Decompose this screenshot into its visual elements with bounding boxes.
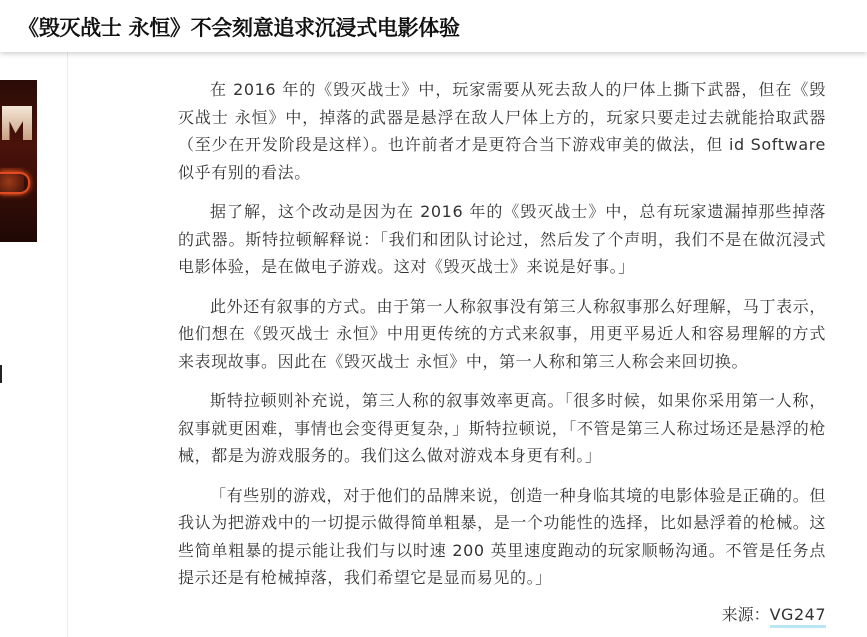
article-paragraph: 据了解，这个改动是因为在 2016 年的《毁灭战士》中，总有玩家遗漏掉那些掉落的武器。斯特拉顿解释说：「我们和团队讨论过，然后发了个声明，我们不是在做沉浸式电影体验，是在做电子游戏。这对《毁灭战士》来说是好事。」 bbox=[178, 202, 826, 276]
page-title: 《毁灭战士 永恒》不会刻意追求沉浸式电影体验 bbox=[18, 16, 460, 40]
left-sidebar bbox=[0, 52, 68, 637]
doom-logo-icon bbox=[2, 106, 32, 140]
article-header bbox=[0, 0, 867, 52]
article-paragraph: 斯特拉顿则补充说，第三人称的叙事效率更高。「很多时候，如果你采用第一人称，叙事就更困难，事情也会变得更复杂，」斯特拉顿说，「不管是第三人称过场还是悬浮的枪械，都是为游戏服务的。我们这么做对游戏本身更有利。」 bbox=[178, 391, 827, 465]
source-label: 来源： bbox=[721, 605, 770, 624]
article-source bbox=[722, 602, 826, 625]
article-body bbox=[178, 76, 826, 600]
article-paragraph: 在 2016 年的《毁灭战士》中，玩家需要从死去敌人的尸体上撕下武器，但在《毁灭战士 永恒》中，掉落的武器是悬浮在敌人尸体上方的，玩家只要走过去就能拾取武器（至少在开发阶段是这样）。也许前者才是更符合当下游戏审美的做法，但 id Software 似乎有别的看法。 bbox=[178, 80, 826, 182]
article-paragraph: 「有些别的游戏，对于他们的品牌来说，创造一种身临其境的电影体验是正确的。但我认为把游戏中的一切提示做得简单粗暴，是一个功能性的选择，比如悬浮着的枪械。这些简单粗暴的提示能让我们与以时速 200 英里速度跑动的玩家顺畅沟通。不管是任务点提示还是有枪械掉落，我们希望它是显而易见的。」 bbox=[178, 485, 826, 587]
article-paragraph: 此外还有叙事的方式。由于第一人称叙事没有第三人称叙事那么好理解，马丁表示，他们想在《毁灭战士 永恒》中用更传统的方式来叙事，用更平易近人和容易理解的方式来表现故事。因此在《毁灭战士 永恒》中，第一人称和第三人称会来回切换。 bbox=[178, 296, 826, 371]
game-cover-thumbnail[interactable] bbox=[0, 80, 37, 242]
sidebar-marker bbox=[0, 365, 2, 383]
source-link[interactable]: VG247 bbox=[770, 605, 826, 628]
emblem-icon bbox=[0, 172, 30, 194]
